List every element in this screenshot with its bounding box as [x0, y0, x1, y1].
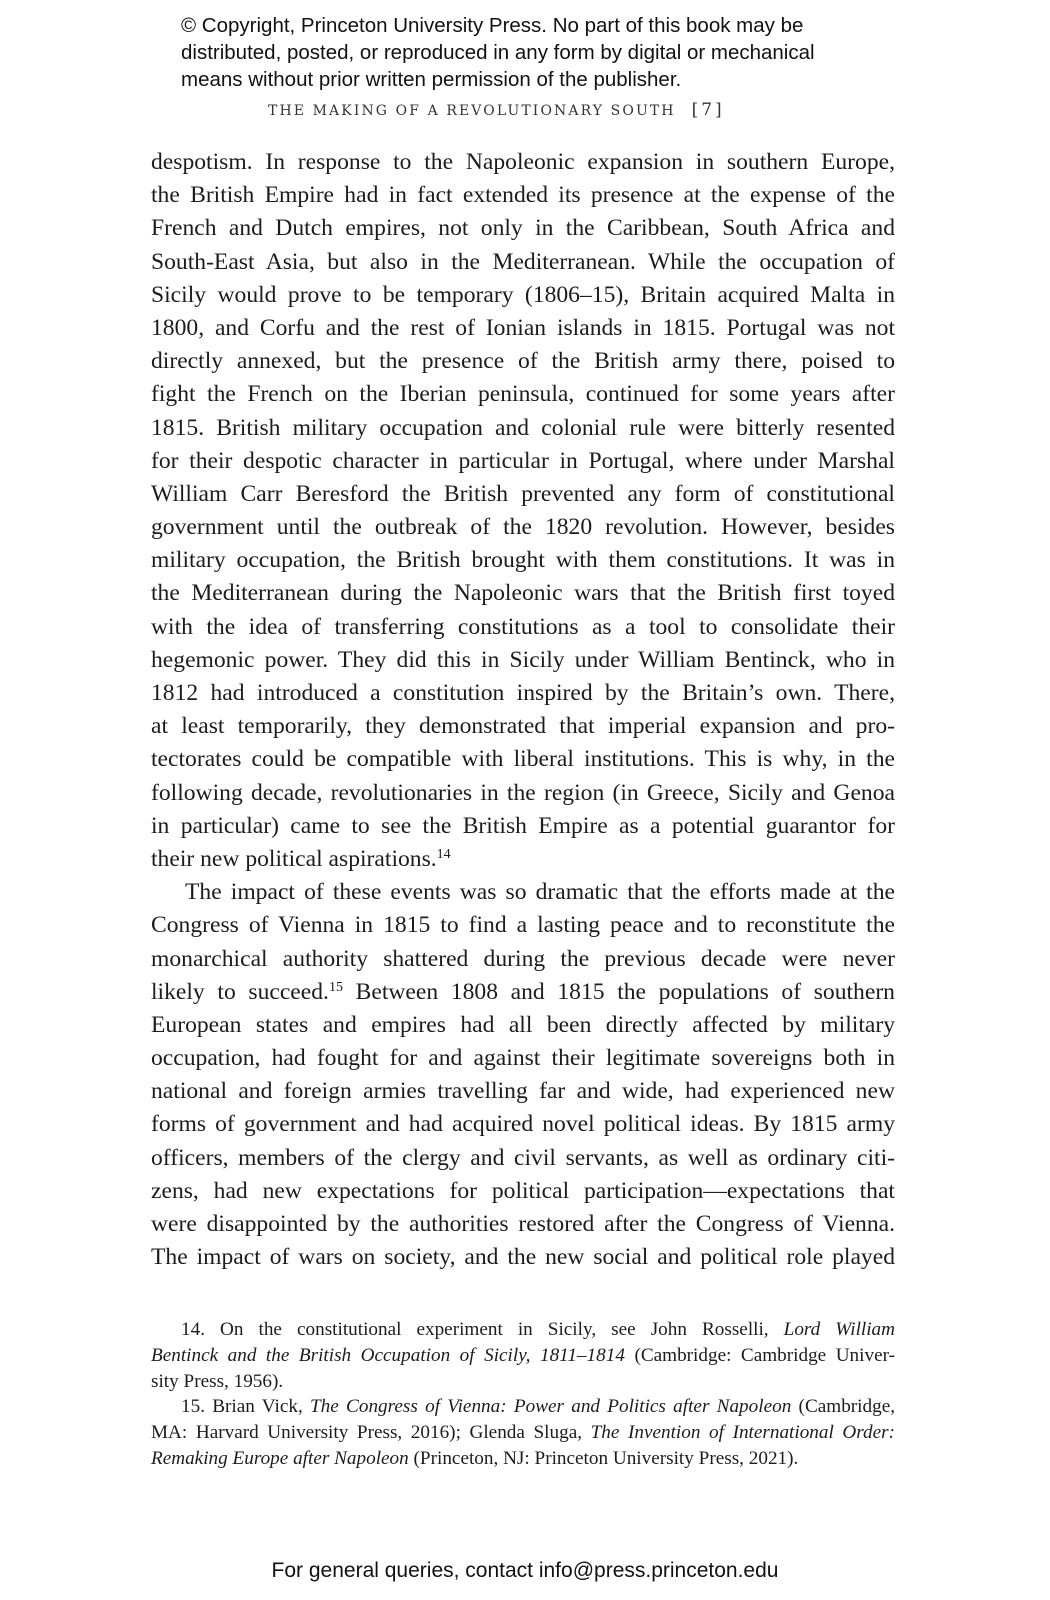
text-line: forms of government and had acquired novel political ideas. By 1815 army: [151, 1111, 895, 1138]
text-fragment-italic: The Congress of Vienna: Power and Politics after Napoleon: [310, 1396, 792, 1418]
text-line: government until the outbreak of the 1820 revolution. However, besides: [151, 514, 895, 541]
text-fragment: (Princeton, NJ: Princeton University Press, 2021).: [408, 1447, 799, 1469]
text-fragment: MA: Harvard University Press, 2016); Glenda Sluga,: [151, 1422, 591, 1444]
text-line: [151, 976, 895, 1009]
footnote-14-line: [151, 1343, 895, 1369]
text-line: Congress of Vienna in 1815 to find a lasting peace and to reconstitute the: [151, 912, 895, 939]
text-line: European states and empires had all been directly affected by military: [151, 1011, 895, 1038]
footnote-ref-15[interactable]: 15: [328, 979, 343, 995]
text-line: at least temporarily, they demonstrated that imperial expansion and pro-: [151, 713, 895, 740]
footnote-14-line: sity Press, 1956).: [151, 1370, 284, 1392]
running-head: [268, 100, 788, 120]
text-line: in particular) came to see the British Empire as a potential guarantor for: [151, 812, 895, 839]
text-fragment-italic: Remaking Europe after Napoleon: [151, 1447, 409, 1469]
text-line: officers, members of the clergy and civil servants, as well as ordinary citi-: [151, 1144, 895, 1171]
text-line: Sicily would prove to be temporary (1806–15), Britain acquired Malta in: [151, 281, 895, 308]
copyright-line: distributed, posted, or reproduced in any form by digital or mechanical: [181, 41, 815, 64]
copyright-line: means without prior written permission of the publisher.: [181, 68, 682, 91]
text-line: 1815. British military occupation and colonial rule were bitterly resented: [151, 414, 895, 441]
text-line: South-East Asia, but also in the Mediterranean. While the occupation of: [151, 248, 895, 275]
text-fragment-italic: The Invention of International Order:: [590, 1422, 895, 1444]
text-line: zens, had new expectations for political participation—expectations that: [151, 1177, 895, 1204]
text-line: The impact of wars on society, and the new social and political role played: [151, 1244, 895, 1271]
text-line: for their despotic character in particular in Portugal, where under Marshal: [151, 447, 895, 474]
footnote-14-line: [151, 1317, 895, 1343]
running-head-title: THE MAKING OF A REVOLUTIONARY SOUTH: [268, 103, 676, 119]
text-line: the British Empire had in fact extended its presence at the expense of the: [151, 182, 895, 209]
text-line: French and Dutch empires, not only in the Caribbean, South Africa and: [151, 215, 895, 242]
text-line: tectorates could be compatible with liberal institutions. This is why, in the: [151, 746, 895, 773]
text-line: monarchical authority shattered during the previous decade were never: [151, 945, 895, 972]
text-line: fight the French on the Iberian peninsula, continued for some years after: [151, 381, 895, 408]
copyright-line: © Copyright, Princeton University Press. No part of this book may be: [181, 14, 804, 37]
text-fragment-italic: Lord William: [783, 1319, 896, 1340]
text-line: with the idea of transferring constitutions as a tool to consolidate their: [151, 613, 895, 640]
text-fragment: 15. Brian Vick,: [181, 1396, 311, 1418]
footnote-ref-14[interactable]: 14: [436, 846, 451, 862]
page-number: [7]: [691, 100, 725, 120]
text-fragment: (Cambridge: Cambridge Univer-: [624, 1344, 895, 1366]
text-line: occupation, had fought for and against their legitimate sovereigns both in: [151, 1045, 895, 1072]
text-line: directly annexed, but the presence of the British army there, poised to: [151, 348, 895, 375]
text-fragment: likely to succeed.: [151, 978, 329, 1005]
text-line: national and foreign armies travelling far and wide, had experienced new: [151, 1078, 895, 1105]
text-fragment: 14. On the constitutional experiment in Sicily, see John Rosselli,: [181, 1319, 784, 1340]
body-text: [151, 146, 895, 1274]
text-line: 1812 had introduced a constitution inspired by the Britain’s own. There,: [151, 680, 895, 706]
text-line: the Mediterranean during the Napoleonic wars that the British first toyed: [151, 580, 895, 607]
text-line: 1800, and Corfu and the rest of Ionian islands in 1815. Portugal was not: [151, 314, 895, 341]
footnote-15-line: [151, 1420, 895, 1446]
text-line: hegemonic power. They did this in Sicily under William Bentinck, who in: [151, 646, 895, 673]
text-line: were disappointed by the authorities restored after the Congress of Vienna.: [151, 1211, 895, 1237]
copyright-notice: [181, 12, 901, 93]
text-fragment: Between 1808 and 1815 the populations of southern: [342, 978, 895, 1005]
text-fragment-italic: Bentinck and the British Occupation of Sicily, 1811–1814: [151, 1344, 625, 1366]
text-line: William Carr Beresford the British prevented any form of constitutional: [151, 480, 895, 507]
text-fragment: (Cambridge,: [791, 1396, 896, 1418]
text-line: military occupation, the British brought with them constitutions. It was in: [151, 547, 895, 574]
text-line: The impact of these events was so dramatic that the efforts made at the: [185, 879, 895, 906]
footer-contact: For general queries, contact info@press.princeton.edu: [271, 1559, 779, 1582]
text-line: following decade, revolutionaries in the region (in Greece, Sicily and Genoa: [151, 779, 895, 806]
footnotes: [151, 1317, 895, 1472]
footnote-15-line: [151, 1394, 895, 1420]
text-fragment: their new political aspirations.: [151, 845, 437, 872]
footnote-15-line: [151, 1446, 895, 1472]
text-line: despotism. In response to the Napoleonic expansion in southern Europe,: [151, 149, 895, 175]
text-line: [151, 843, 895, 876]
